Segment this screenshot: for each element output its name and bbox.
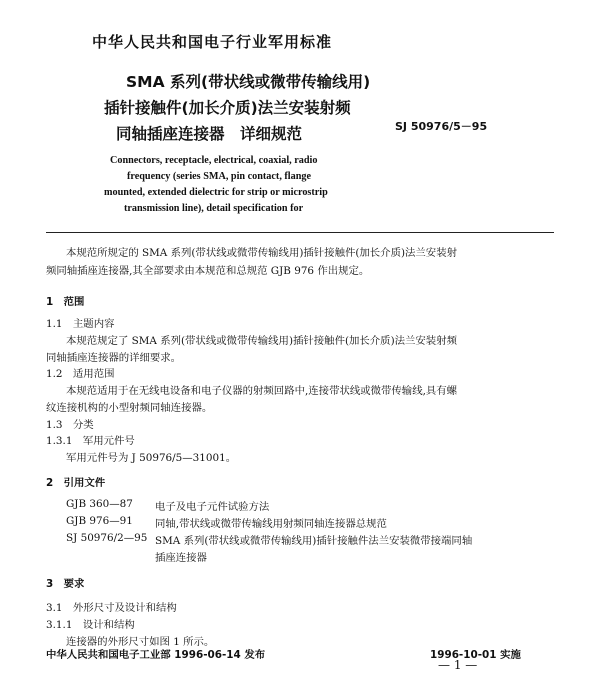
header-rule [46,232,554,233]
english-title-line-4: transmission line), detail specification for [124,203,304,214]
section-1-2-line-1: 本规范适用于在无线电设备和电子仪器的射频回路中,连接带状线或微带传输线,具有螺 [66,385,458,397]
doc-title-line-3: 同轴插座连接器 详细规范 [116,125,303,143]
intro-line-2: 频同轴插座连接器,其全部要求由本规范和总规范 GJB 976 作出规定。 [46,265,370,277]
section-3-1-1-line-1: 连接器的外形尺寸如图 1 所示。 [66,636,215,648]
section-1-1-line-2: 同轴插座连接器的详细要求。 [46,352,182,364]
ref-3-code: SJ 50976/2—95 [66,532,148,544]
section-1-1-line-1: 本规范规定了 SMA 系列(带状线或微带传输线用)插针接触件(加长介质)法兰安装射频 [66,335,457,347]
section-1-1-heading: 1.1 主题内容 [46,318,115,330]
section-1-3-1-line-1: 军用元件号为 J 50976/5—31001。 [66,452,237,464]
ref-1-title: 电子及电子元件试验方法 [155,501,270,513]
page-number: — 1 — [438,658,478,672]
section-3-heading: 3 要求 [46,578,85,590]
ref-2-title: 同轴,带状线或微带传输线用射频同轴连接器总规范 [155,518,387,530]
section-1-heading: 1 范围 [46,296,85,308]
ref-3-title: SMA 系列(带状线或微带传输线用)插针接触件法兰安装微带接端同轴 [155,535,473,547]
footer-issuer: 中华人民共和国电子工业部 1996-06-14 发布 [46,649,266,661]
english-title-line-2: frequency (series SMA, pin contact, flange [127,171,312,182]
intro-line-1: 本规范所规定的 SMA 系列(带状线或微带传输线用)插针接触件(加长介质)法兰安装射 [66,247,457,259]
section-1-3-1-heading: 1.3.1 军用元件号 [46,435,135,447]
section-3-1-heading: 3.1 外形尺寸及设计和结构 [46,602,177,614]
section-2-heading: 2 引用文件 [46,477,106,489]
ref-1-code: GJB 360—87 [66,498,133,510]
english-title-line-1: Connectors, receptacle, electrical, coaxial, radio [110,155,318,166]
section-1-2-line-2: 纹连接机构的小型射频同轴连接器。 [46,402,213,414]
section-3-1-1-heading: 3.1.1 设计和结构 [46,619,135,631]
standard-type-header: 中华人民共和国电子行业军用标准 [92,33,333,51]
doc-title-line-1: SMA 系列(带状线或微带传输线用) [126,73,371,91]
doc-title-line-2: 插针接触件(加长介质)法兰安装射频 [104,99,351,117]
ref-2-code: GJB 976—91 [66,515,133,527]
english-title-line-3: mounted, extended dielectric for strip or microstrip [104,187,328,198]
section-1-3-heading: 1.3 分类 [46,419,94,431]
ref-3-title-cont: 插座连接器 [155,552,207,564]
standard-code: SJ 50976/5－95 [395,120,488,133]
section-1-2-heading: 1.2 适用范围 [46,368,115,380]
footer-effective: 1996-10-01 实施 [430,649,521,661]
